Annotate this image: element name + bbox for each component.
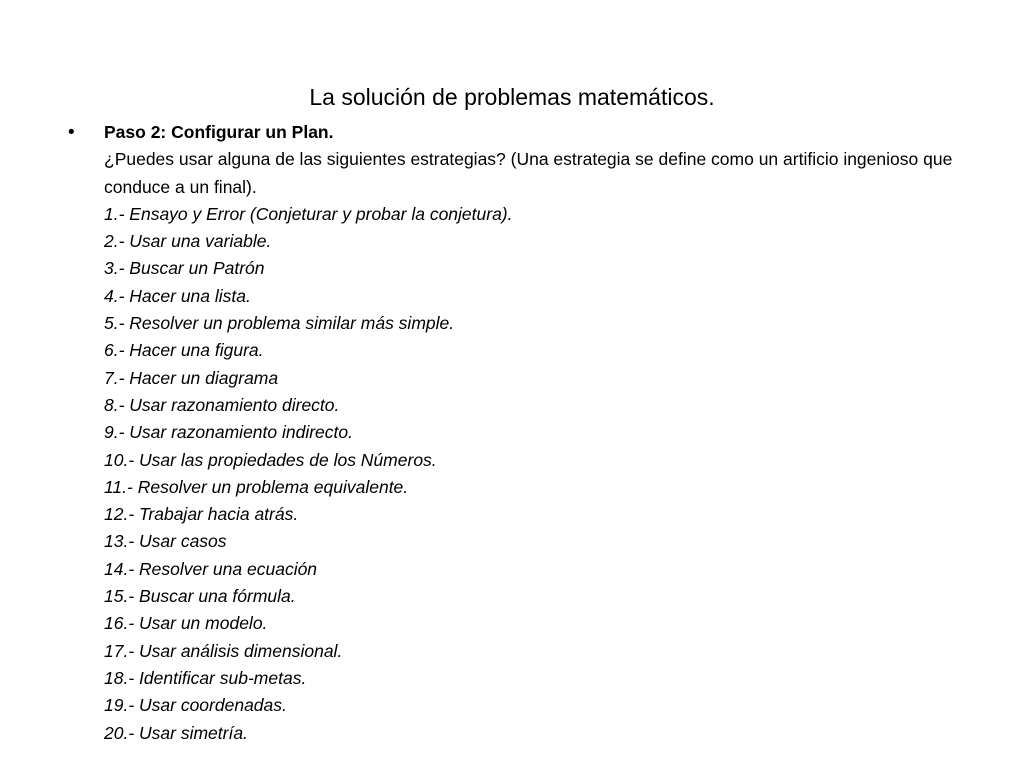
strategy-item: 20.- Usar simetría. [104, 722, 248, 743]
bullet-marker: • [68, 122, 75, 143]
strategy-item: 16.- Usar un modelo. [104, 613, 268, 634]
strategy-item: 10.- Usar las propiedades de los Números. [104, 449, 437, 470]
step-heading: Paso 2: Configurar un Plan. [104, 122, 334, 142]
strategy-item: 4.- Hacer una lista. [104, 285, 251, 306]
strategy-item: 3.- Buscar un Patrón [104, 258, 265, 279]
strategy-item: 1.- Ensayo y Error (Conjeturar y probar la conjetura). [104, 203, 513, 224]
strategy-item: 12.- Trabajar hacia atrás. [104, 504, 299, 525]
strategy-item: 8.- Usar razonamiento directo. [104, 394, 340, 415]
intro-text: ¿Puedes usar alguna de las siguientes estrategias? (Una estrategia se define como un artificio ingenioso que conduce a un final). [104, 149, 953, 197]
strategy-item: 7.- Hacer un diagrama [104, 367, 279, 388]
strategy-list [104, 201, 984, 747]
strategy-item: 14.- Resolver una ecuación [104, 558, 318, 579]
strategy-item: 6.- Hacer una figura. [104, 340, 264, 361]
strategy-item: 19.- Usar coordenadas. [104, 695, 287, 716]
strategy-item: 11.- Resolver un problema equivalente. [104, 476, 409, 497]
strategy-item: 15.- Buscar una fórmula. [104, 586, 296, 607]
strategy-item: 18.- Identificar sub-metas. [104, 667, 307, 688]
slide-title: La solución de problemas matemáticos. [309, 84, 715, 110]
strategy-item: 13.- Usar casos [104, 531, 227, 552]
strategy-item: 17.- Usar análisis dimensional. [104, 640, 343, 661]
strategy-item: 2.- Usar una variable. [104, 231, 272, 252]
strategy-item: 9.- Usar razonamiento indirecto. [104, 422, 353, 443]
strategy-item: 5.- Resolver un problema similar más simple. [104, 313, 455, 334]
slide-body [104, 119, 984, 747]
